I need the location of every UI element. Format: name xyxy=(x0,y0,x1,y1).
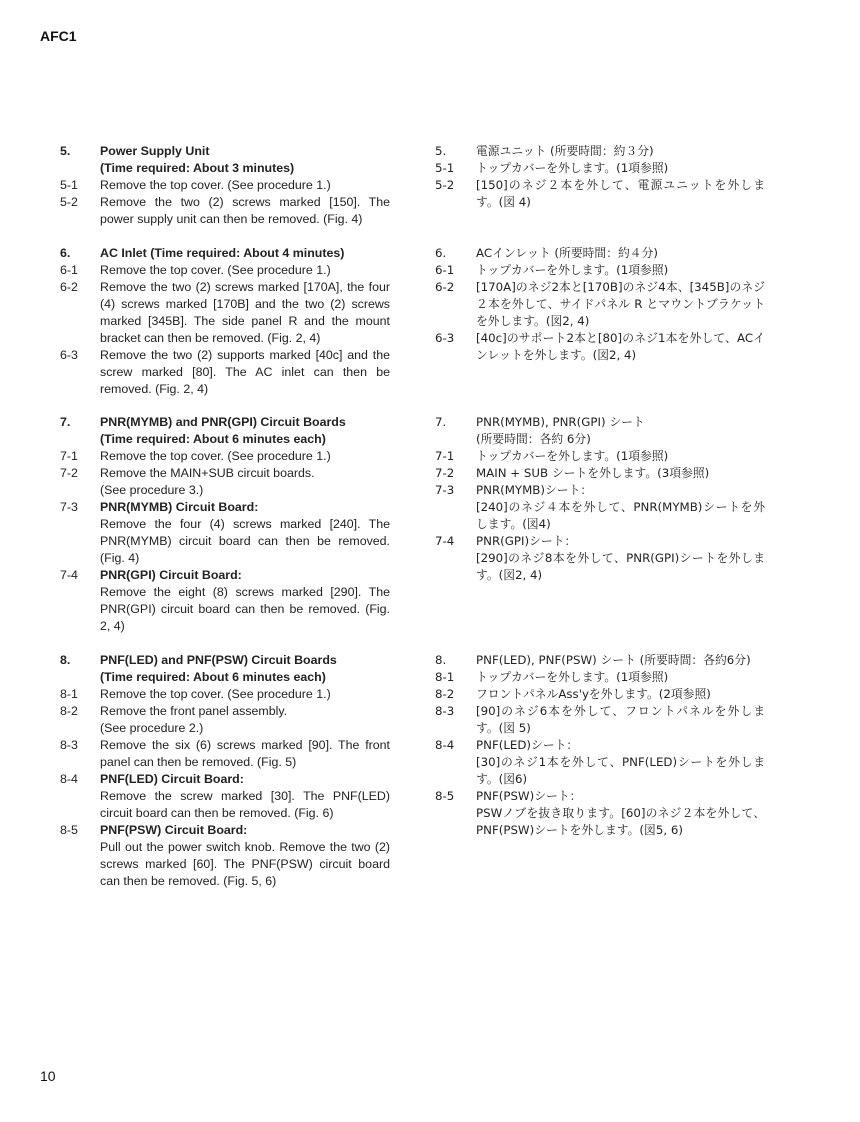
step-line: Remove the eight (8) screws marked [290]. The PNR(GPI) circuit board can then be removed. (Fig. 2, 4) xyxy=(100,585,390,633)
step-number: 7-1 xyxy=(60,449,78,463)
step-line: PNR(MYMB), PNR(GPI) シート xyxy=(476,415,645,429)
step-number: 8-5 xyxy=(435,789,455,803)
procedure-step xyxy=(435,448,765,465)
procedure-step xyxy=(60,194,390,228)
step-text xyxy=(476,177,765,211)
step-line: トップカバーを外します。(1項参照) xyxy=(476,263,669,277)
procedure-step xyxy=(435,160,765,177)
step-line: [40c]のサポート2本と[80]のネジ1本を外して、ACインレットを外します。(図2, 4) xyxy=(476,331,765,362)
procedure-step xyxy=(435,669,765,686)
step-text xyxy=(476,465,765,482)
step-line: (See procedure 3.) xyxy=(100,483,204,497)
step-text xyxy=(476,703,765,737)
procedure-step xyxy=(60,465,390,499)
step-number: 8-5 xyxy=(60,823,78,837)
step-text xyxy=(476,143,765,160)
procedure-step xyxy=(60,652,390,686)
step-line: Remove the six (6) screws marked [90]. The front panel can then be removed. (Fig. 5) xyxy=(100,738,390,769)
step-line: Remove the MAIN+SUB circuit boards. xyxy=(100,466,315,480)
step-line: Remove the top cover. (See procedure 1.) xyxy=(100,263,331,277)
step-heading: PNF(LED) and PNF(PSW) Circuit Boards xyxy=(100,653,337,667)
step-text xyxy=(100,143,390,177)
step-heading: (Time required: About 6 minutes each) xyxy=(100,432,326,446)
step-text xyxy=(100,414,390,448)
step-text xyxy=(476,737,765,788)
procedure-step xyxy=(435,737,765,788)
step-text xyxy=(100,703,390,737)
procedure-step xyxy=(435,703,765,737)
step-line: [170A]のネジ2本と[170B]のネジ4本、[345B]のネジ２本を外して、サイドパネル R とマウントブラケットを外します。(図2, 4) xyxy=(476,280,765,328)
procedure-step xyxy=(60,737,390,771)
procedure-step xyxy=(60,177,390,194)
procedure-step xyxy=(435,262,765,279)
step-number: 7. xyxy=(60,415,71,429)
procedure-step xyxy=(60,414,390,448)
step-line: Remove the two (2) supports marked [40c] and the screw marked [80]. The AC inlet can then be removed. (Fig. 2, 4) xyxy=(100,348,390,396)
step-heading: (Time required: About 3 minutes) xyxy=(100,161,295,175)
procedure-step xyxy=(435,143,765,160)
step-text xyxy=(476,533,765,584)
step-number: 7-3 xyxy=(435,483,455,497)
step-text xyxy=(100,347,390,398)
procedure-section xyxy=(435,143,765,211)
step-number: 8-1 xyxy=(60,687,78,701)
step-number: 5-2 xyxy=(60,195,78,209)
procedure-section xyxy=(435,245,765,364)
procedure-step xyxy=(435,652,765,669)
step-text xyxy=(476,414,765,448)
procedure-step xyxy=(435,686,765,703)
step-line: [240]のネジ４本を外して、PNR(MYMB)シートを外します。(図4) xyxy=(476,500,765,531)
procedure-step xyxy=(435,788,765,839)
step-line: Remove the two (2) screws marked [150]. The power supply unit can then be removed. (Fig. 4) xyxy=(100,195,390,226)
step-text xyxy=(100,686,390,703)
step-text xyxy=(100,822,390,890)
step-text xyxy=(100,771,390,822)
step-number: 6-1 xyxy=(435,263,455,277)
step-line: PNR(MYMB)シート： xyxy=(476,483,593,497)
procedure-section xyxy=(60,245,390,398)
procedure-step xyxy=(435,465,765,482)
step-text xyxy=(476,448,765,465)
step-text xyxy=(476,279,765,330)
step-number: 7-4 xyxy=(435,534,455,548)
step-text xyxy=(100,245,390,262)
step-heading: PNF(PSW) Circuit Board: xyxy=(100,823,248,837)
procedure-step xyxy=(60,279,390,347)
document-model-header: AFC1 xyxy=(40,28,77,44)
step-number: 8-4 xyxy=(60,772,78,786)
procedure-step xyxy=(435,482,765,533)
step-number: 7-2 xyxy=(435,466,455,480)
procedure-step xyxy=(60,143,390,177)
procedure-step xyxy=(60,703,390,737)
step-text xyxy=(476,652,765,669)
step-number: 7-4 xyxy=(60,568,78,582)
step-line: Remove the front panel assembly. xyxy=(100,704,288,718)
step-number: 7-2 xyxy=(60,466,78,480)
step-number: 5-1 xyxy=(60,178,78,192)
step-line: MAIN + SUB シートを外します。(3項参照) xyxy=(476,466,710,480)
step-number: 8. xyxy=(60,653,71,667)
procedure-section xyxy=(60,652,390,890)
step-line: (See procedure 2.) xyxy=(100,721,204,735)
step-number: 6. xyxy=(60,246,71,260)
step-number: 6. xyxy=(435,246,447,260)
procedure-step xyxy=(435,279,765,330)
page-number: 10 xyxy=(40,1068,56,1084)
procedure-step xyxy=(60,686,390,703)
procedure-step xyxy=(435,177,765,211)
step-heading: PNF(LED) Circuit Board: xyxy=(100,772,244,786)
procedure-step xyxy=(435,245,765,262)
step-number: 8. xyxy=(435,653,447,667)
step-number: 6-1 xyxy=(60,263,78,277)
procedure-section xyxy=(60,143,390,228)
step-line: トップカバーを外します。(1項参照) xyxy=(476,449,669,463)
step-text xyxy=(476,686,765,703)
step-text xyxy=(476,245,765,262)
step-number: 8-3 xyxy=(60,738,78,752)
procedure-step xyxy=(60,822,390,890)
step-line: Remove the top cover. (See procedure 1.) xyxy=(100,178,331,192)
step-number: 7-3 xyxy=(60,500,78,514)
step-line: Remove the top cover. (See procedure 1.) xyxy=(100,687,331,701)
step-number: 6-3 xyxy=(435,331,455,345)
procedure-step xyxy=(60,347,390,398)
step-number: 8-1 xyxy=(435,670,455,684)
step-heading: PNR(MYMB) and PNR(GPI) Circuit Boards xyxy=(100,415,346,429)
procedure-section xyxy=(435,652,765,839)
procedure-step xyxy=(60,499,390,567)
step-number: 7-1 xyxy=(435,449,455,463)
step-text xyxy=(100,499,390,567)
step-text xyxy=(100,567,390,635)
step-number: 6-3 xyxy=(60,348,78,362)
step-text xyxy=(476,160,765,177)
step-line: トップカバーを外します。(1項参照) xyxy=(476,161,669,175)
step-number: 7. xyxy=(435,415,447,429)
step-number: 8-3 xyxy=(435,704,455,718)
step-line: PNF(LED)シート： xyxy=(476,738,579,752)
step-line: [30]のネジ1本を外して、PNF(LED)シートを外します。(図6) xyxy=(476,755,765,786)
step-number: 6-2 xyxy=(60,280,78,294)
step-number: 5. xyxy=(435,144,447,158)
step-line: [290]のネジ8本を外して、PNR(GPI)シートを外します。(図2, 4) xyxy=(476,551,765,582)
step-heading: PNR(GPI) Circuit Board: xyxy=(100,568,242,582)
step-line: ACインレット (所要時間：約４分) xyxy=(476,246,659,260)
step-line: フロントパネルAss'yを外します。(2項参照) xyxy=(476,687,711,701)
step-text xyxy=(476,482,765,533)
procedure-step xyxy=(435,533,765,584)
step-text xyxy=(100,737,390,771)
step-line: (所要時間：各約 6分) xyxy=(476,432,591,446)
procedure-step xyxy=(435,330,765,364)
step-text xyxy=(476,788,765,839)
step-line: Pull out the power switch knob. Remove the two (2) screws marked [60]. The PNF(PSW) circuit board can then be removed. (Fig. 5, 6) xyxy=(100,840,390,888)
step-line: Remove the two (2) screws marked [170A], the four (4) screws marked [170B] and the two (2) screws marked [345B]. The side panel R and the mount bracket can then be removed. (Fig. 2, 4) xyxy=(100,280,390,345)
procedure-section xyxy=(435,414,765,584)
step-text xyxy=(476,669,765,686)
step-heading: (Time required: About 6 minutes each) xyxy=(100,670,326,684)
step-heading: Power Supply Unit xyxy=(100,144,210,158)
step-heading: PNR(MYMB) Circuit Board: xyxy=(100,500,259,514)
procedure-step xyxy=(60,245,390,262)
procedure-step xyxy=(60,567,390,635)
step-text xyxy=(476,330,765,364)
step-line: PSWノブを抜き取ります。[60]のネジ２本を外して、PNF(PSW)シートを外します。(図5, 6) xyxy=(476,806,765,837)
procedure-step xyxy=(60,262,390,279)
step-heading: AC Inlet (Time required: About 4 minutes) xyxy=(100,246,345,260)
step-number: 5-2 xyxy=(435,178,455,192)
step-number: 6-2 xyxy=(435,280,455,294)
step-text xyxy=(100,177,390,194)
procedure-step xyxy=(435,414,765,448)
step-number: 8-2 xyxy=(435,687,455,701)
step-number: 5-1 xyxy=(435,161,455,175)
step-number: 8-4 xyxy=(435,738,455,752)
step-line: [90]のネジ6本を外して、フロントパネルを外します。(図 5) xyxy=(476,704,765,735)
step-line: 電源ユニット (所要時間：約３分) xyxy=(476,144,654,158)
step-text xyxy=(100,465,390,499)
step-number: 8-2 xyxy=(60,704,78,718)
step-text xyxy=(100,262,390,279)
step-line: [150]のネジ２本を外して、電源ユニットを外します。(図 4) xyxy=(476,178,765,209)
procedure-section xyxy=(60,414,390,635)
step-line: Remove the screw marked [30]. The PNF(LED) circuit board can then be removed. (Fig. 6) xyxy=(100,789,390,820)
step-text xyxy=(100,279,390,347)
step-line: Remove the four (4) screws marked [240]. The PNR(MYMB) circuit board can then be removed. (Fig. 4) xyxy=(100,517,390,565)
step-text xyxy=(476,262,765,279)
step-number: 5. xyxy=(60,144,71,158)
procedure-step xyxy=(60,448,390,465)
step-line: PNF(PSW)シート： xyxy=(476,789,582,803)
step-text xyxy=(100,652,390,686)
step-text xyxy=(100,448,390,465)
step-line: Remove the top cover. (See procedure 1.) xyxy=(100,449,331,463)
step-line: PNF(LED), PNF(PSW) シート (所要時間：各約6分) xyxy=(476,653,751,667)
step-line: トップカバーを外します。(1項参照) xyxy=(476,670,669,684)
step-text xyxy=(100,194,390,228)
step-line: PNR(GPI)シート： xyxy=(476,534,577,548)
procedure-step xyxy=(60,771,390,822)
